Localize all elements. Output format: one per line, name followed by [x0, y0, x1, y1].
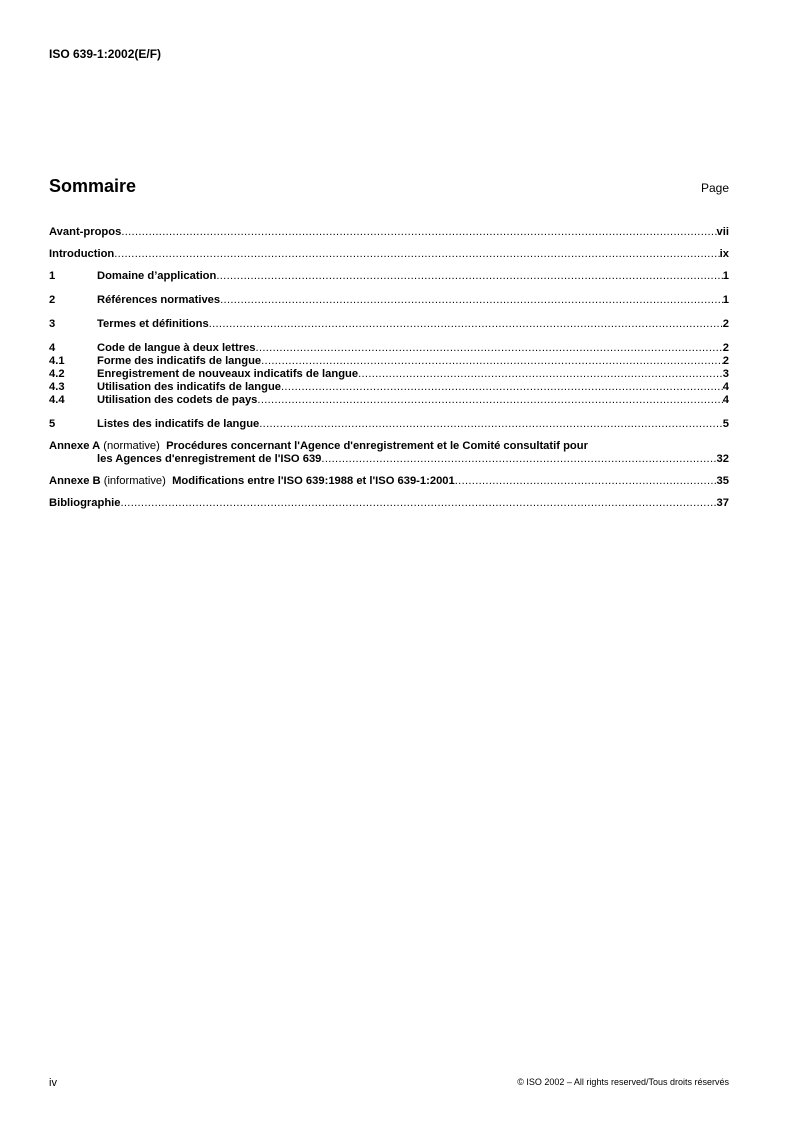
toc-entry-section-2[interactable] [49, 294, 729, 307]
toc-entry-page: vii [716, 226, 729, 238]
dot-leader [220, 294, 723, 307]
toc-entry-title: Utilisation des codets de pays [97, 394, 258, 406]
toc-entry-section-3[interactable] [49, 318, 729, 331]
toc-entry-introduction[interactable] [49, 248, 729, 261]
toc-entry-page: 2 [722, 355, 729, 367]
toc-entry-title: Bibliographie [49, 497, 121, 509]
toc-entry-title: Listes des indicatifs de langue [97, 418, 260, 430]
toc-entry-page: 4 [722, 394, 729, 406]
dot-leader [216, 270, 722, 283]
table-of-contents [49, 226, 729, 510]
annex-a-heading [49, 440, 729, 453]
toc-entry-number: 5 [49, 418, 56, 430]
toc-entry-section-4[interactable] [49, 342, 729, 355]
toc-entry-page: 1 [722, 270, 729, 282]
dot-leader [321, 453, 716, 466]
annex-title-line-1: Procédures concernant l'Agence d'enregistrement et le Comité consultatif pour [166, 440, 588, 452]
toc-entry-page: 2 [722, 318, 729, 330]
toc-entry-page: 32 [716, 453, 729, 465]
toc-entry-number: 3 [49, 318, 56, 330]
annex-status: (informative) [100, 475, 173, 487]
annex-status: (normative) [100, 440, 167, 452]
annex-label: Annexe A [49, 440, 101, 452]
toc-entry-number: 4.2 [49, 368, 65, 380]
dot-leader [114, 248, 719, 261]
toc-entry-page: 3 [722, 368, 729, 380]
page-number: iv [49, 1077, 57, 1089]
dot-leader [281, 381, 723, 394]
toc-entry-number: 4.1 [49, 355, 65, 367]
toc-entry-number: 2 [49, 294, 56, 306]
toc-entry-page: 2 [722, 342, 729, 354]
toc-entry-number: 4.3 [49, 381, 65, 393]
toc-entry-title: Termes et définitions [97, 318, 209, 330]
toc-entry-page: 4 [722, 381, 729, 393]
dot-leader [455, 475, 717, 488]
annex-label: Annexe B [49, 475, 101, 487]
document-identifier: ISO 639-1:2002(E/F) [49, 47, 162, 61]
dot-leader [259, 418, 723, 431]
toc-entry-page: 1 [722, 294, 729, 306]
toc-entry-avant-propos[interactable] [49, 226, 729, 239]
toc-title: Sommaire [49, 176, 137, 196]
annex-b-heading [49, 475, 455, 488]
toc-entry-title: Domaine d’application [97, 270, 217, 282]
toc-entry-page: 35 [716, 475, 729, 487]
toc-entry-page: ix [719, 248, 729, 260]
dot-leader [121, 226, 716, 239]
toc-entry-title: Enregistrement de nouveaux indicatifs de langue [97, 368, 359, 380]
annex-title-line-2: les Agences d'enregistrement de l'ISO 639 [97, 453, 322, 465]
toc-entry-section-4-2[interactable] [49, 368, 729, 381]
toc-entry-section-4-1[interactable] [49, 355, 729, 368]
dot-leader [257, 394, 722, 407]
dot-leader [120, 497, 716, 510]
toc-entry-number: 4.4 [49, 394, 65, 406]
toc-entry-page: 5 [722, 418, 729, 430]
dot-leader [261, 355, 723, 368]
toc-entry-title: Références normatives [97, 294, 221, 306]
dot-leader [209, 318, 723, 331]
toc-entry-section-4-3[interactable] [49, 381, 729, 394]
toc-entry-bibliography[interactable] [49, 497, 729, 510]
annex-a-title-line-2-row [49, 453, 729, 466]
toc-entry-title: Introduction [49, 248, 115, 260]
toc-entry-title: Forme des indicatifs de langue [97, 355, 262, 367]
toc-entry-title: Code de langue à deux lettres [97, 342, 256, 354]
toc-entry-section-4-4[interactable] [49, 394, 729, 407]
dot-leader [256, 342, 723, 355]
copyright-notice: © ISO 2002 – All rights reserved/Tous droits réservés [517, 1077, 729, 1087]
toc-entry-section-1[interactable] [49, 270, 729, 283]
toc-entry-number: 4 [49, 342, 56, 354]
toc-entry-section-5[interactable] [49, 418, 729, 431]
annex-title: Modifications entre l'ISO 639:1988 et l'ISO 639-1:2001 [172, 475, 455, 487]
toc-entry-annex-b[interactable] [49, 475, 729, 488]
toc-entry-title: Utilisation des indicatifs de langue [97, 381, 282, 393]
toc-entry-annex-a[interactable] [49, 440, 729, 466]
dot-leader [358, 368, 723, 381]
toc-entry-title: Avant-propos [49, 226, 122, 238]
toc-entry-page: 37 [716, 497, 729, 509]
page-column-label: Page [700, 181, 729, 195]
toc-entry-number: 1 [49, 270, 56, 282]
